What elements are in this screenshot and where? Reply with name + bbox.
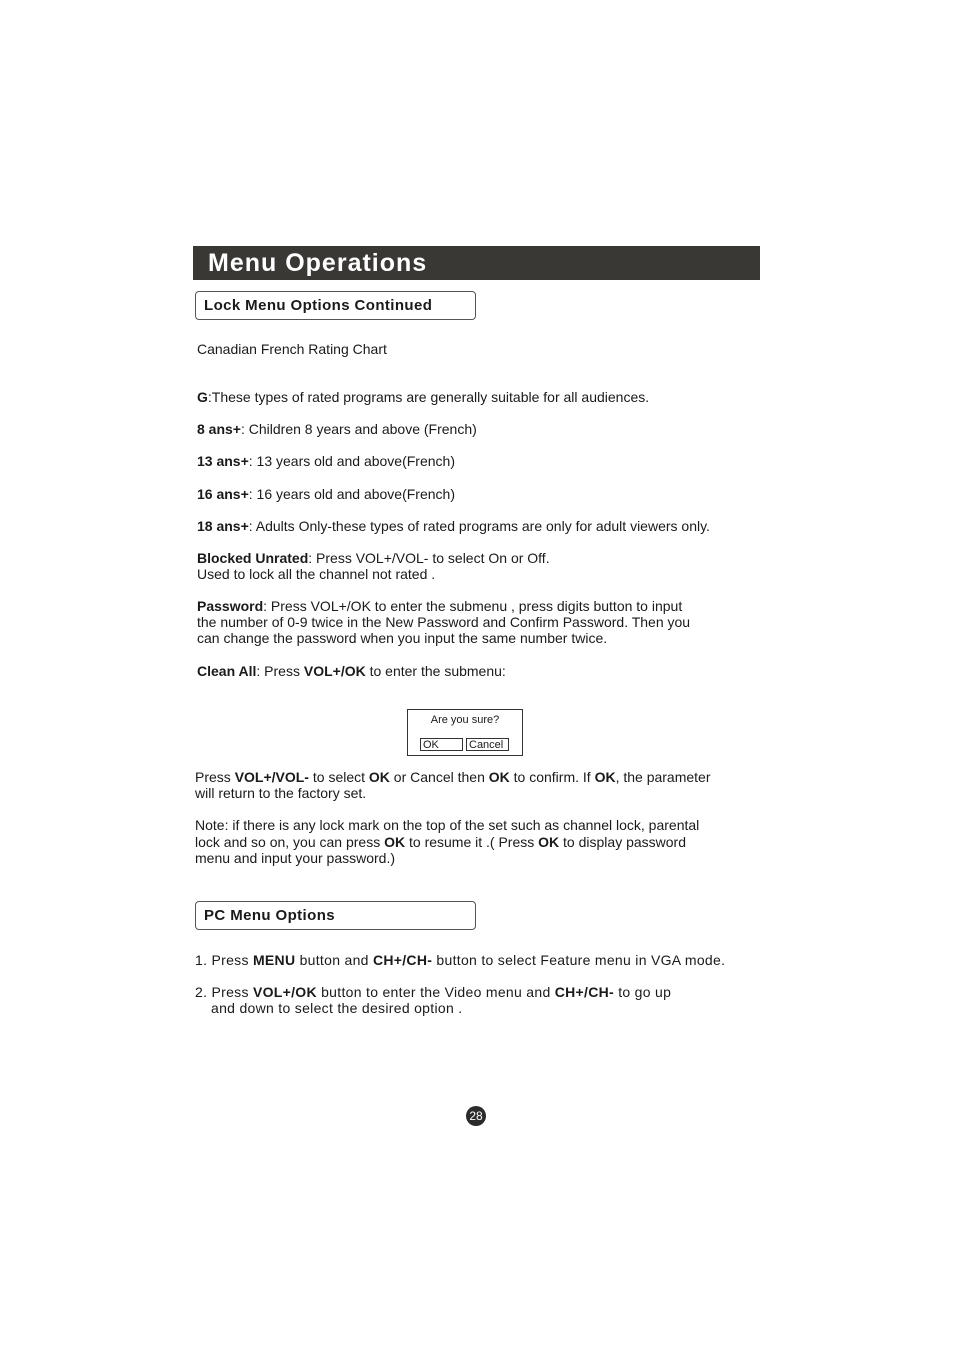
rating-desc: : Adults Only-these types of rated programs are only for adult viewers only.	[248, 518, 710, 534]
step-key: VOL+/OK	[252, 984, 317, 1000]
dialog-question: Are you sure?	[430, 714, 500, 726]
rating-term: 13 ans+	[197, 453, 249, 469]
clean-all-term: Clean All	[197, 663, 257, 679]
confirm-line-1	[195, 769, 711, 785]
blocked-unrated-line-2: Used to lock all the channel not rated .	[197, 566, 436, 582]
confirm-text: , the parameter	[615, 769, 711, 785]
rating-term: 8 ans+	[197, 421, 241, 437]
rating-16-ans	[197, 486, 455, 502]
rating-term: 16 ans+	[197, 486, 249, 502]
password-desc: : Press VOL+/OK to enter the submenu , press digits button to input	[263, 598, 683, 614]
clean-all-text: : Press	[256, 663, 304, 679]
confirm-text: or Cancel then	[389, 769, 489, 785]
confirm-text: Press	[195, 769, 235, 785]
step-text: 1. Press	[195, 952, 253, 968]
step-text: button to select Feature menu in VGA mode.	[432, 952, 726, 968]
step-text: to go up	[614, 984, 672, 1000]
rating-desc: : Children 8 years and above (French)	[240, 421, 477, 437]
blocked-unrated-term: Blocked Unrated	[197, 550, 309, 566]
confirm-key: VOL+/VOL-	[234, 769, 309, 785]
rating-8-ans	[197, 421, 477, 437]
rating-13-ans	[197, 453, 455, 469]
confirm-key: OK	[488, 769, 510, 785]
section-box-pc-menu	[195, 901, 476, 930]
dialog-ok-button[interactable]: OK	[420, 738, 463, 751]
pc-step-2-line-2: and down to select the desired option .	[211, 1000, 463, 1016]
blocked-unrated-desc: : Press VOL+/VOL- to select On or Off.	[308, 550, 550, 566]
note-text: to display password	[559, 834, 686, 850]
rating-term: G	[197, 389, 208, 405]
password-line-3: can change the password when you input the same number twice.	[197, 630, 608, 646]
note-text: to resume it .( Press	[405, 834, 539, 850]
page-title: Menu Operations	[208, 249, 428, 277]
pc-step-1	[195, 952, 725, 968]
rating-chart-title: Canadian French Rating Chart	[197, 341, 387, 357]
clean-all-key: VOL+/OK	[303, 663, 366, 679]
dialog-cancel-button[interactable]: Cancel	[466, 738, 509, 751]
rating-desc: : 13 years old and above(French)	[248, 453, 455, 469]
section-title-pc-menu: PC Menu Options	[204, 907, 335, 924]
password-line-1	[197, 598, 682, 614]
note-key: OK	[384, 834, 406, 850]
section-title-lock-menu: Lock Menu Options Continued	[204, 297, 433, 314]
rating-g	[197, 389, 649, 405]
confirm-line-2: will return to the factory set.	[195, 785, 367, 801]
step-key: CH+/CH-	[372, 952, 433, 968]
step-text: 2. Press	[195, 984, 253, 1000]
confirm-text: to confirm. If	[509, 769, 595, 785]
confirm-dialog	[407, 709, 523, 756]
section-box-lock-menu	[195, 291, 476, 320]
password-line-2: the number of 0-9 twice in the New Password and Confirm Password. Then you	[197, 614, 691, 630]
confirm-text: to select	[308, 769, 369, 785]
rating-term: 18 ans+	[197, 518, 249, 534]
clean-all-text: to enter the submenu:	[365, 663, 506, 679]
password-term: Password	[197, 598, 264, 614]
rating-18-ans	[197, 518, 710, 534]
confirm-key: OK	[368, 769, 390, 785]
note-text: lock and so on, you can press	[195, 834, 385, 850]
rating-desc: :These types of rated programs are generally suitable for all audiences.	[207, 389, 650, 405]
step-text: button to enter the Video menu and	[316, 984, 555, 1000]
page-header-bar	[193, 246, 760, 280]
blocked-unrated-line-1	[197, 550, 550, 566]
note-line-1: Note: if there is any lock mark on the top of the set such as channel lock, parental	[195, 817, 700, 833]
note-key: OK	[538, 834, 560, 850]
step-key: MENU	[252, 952, 296, 968]
pc-step-2	[195, 984, 671, 1000]
page-number: 28	[466, 1106, 486, 1126]
note-line-3: menu and input your password.)	[195, 850, 395, 866]
step-key: CH+/CH-	[554, 984, 615, 1000]
note-line-2	[195, 834, 686, 850]
confirm-key: OK	[594, 769, 616, 785]
clean-all-line	[197, 663, 506, 679]
rating-desc: : 16 years old and above(French)	[248, 486, 455, 502]
step-text: button and	[295, 952, 373, 968]
